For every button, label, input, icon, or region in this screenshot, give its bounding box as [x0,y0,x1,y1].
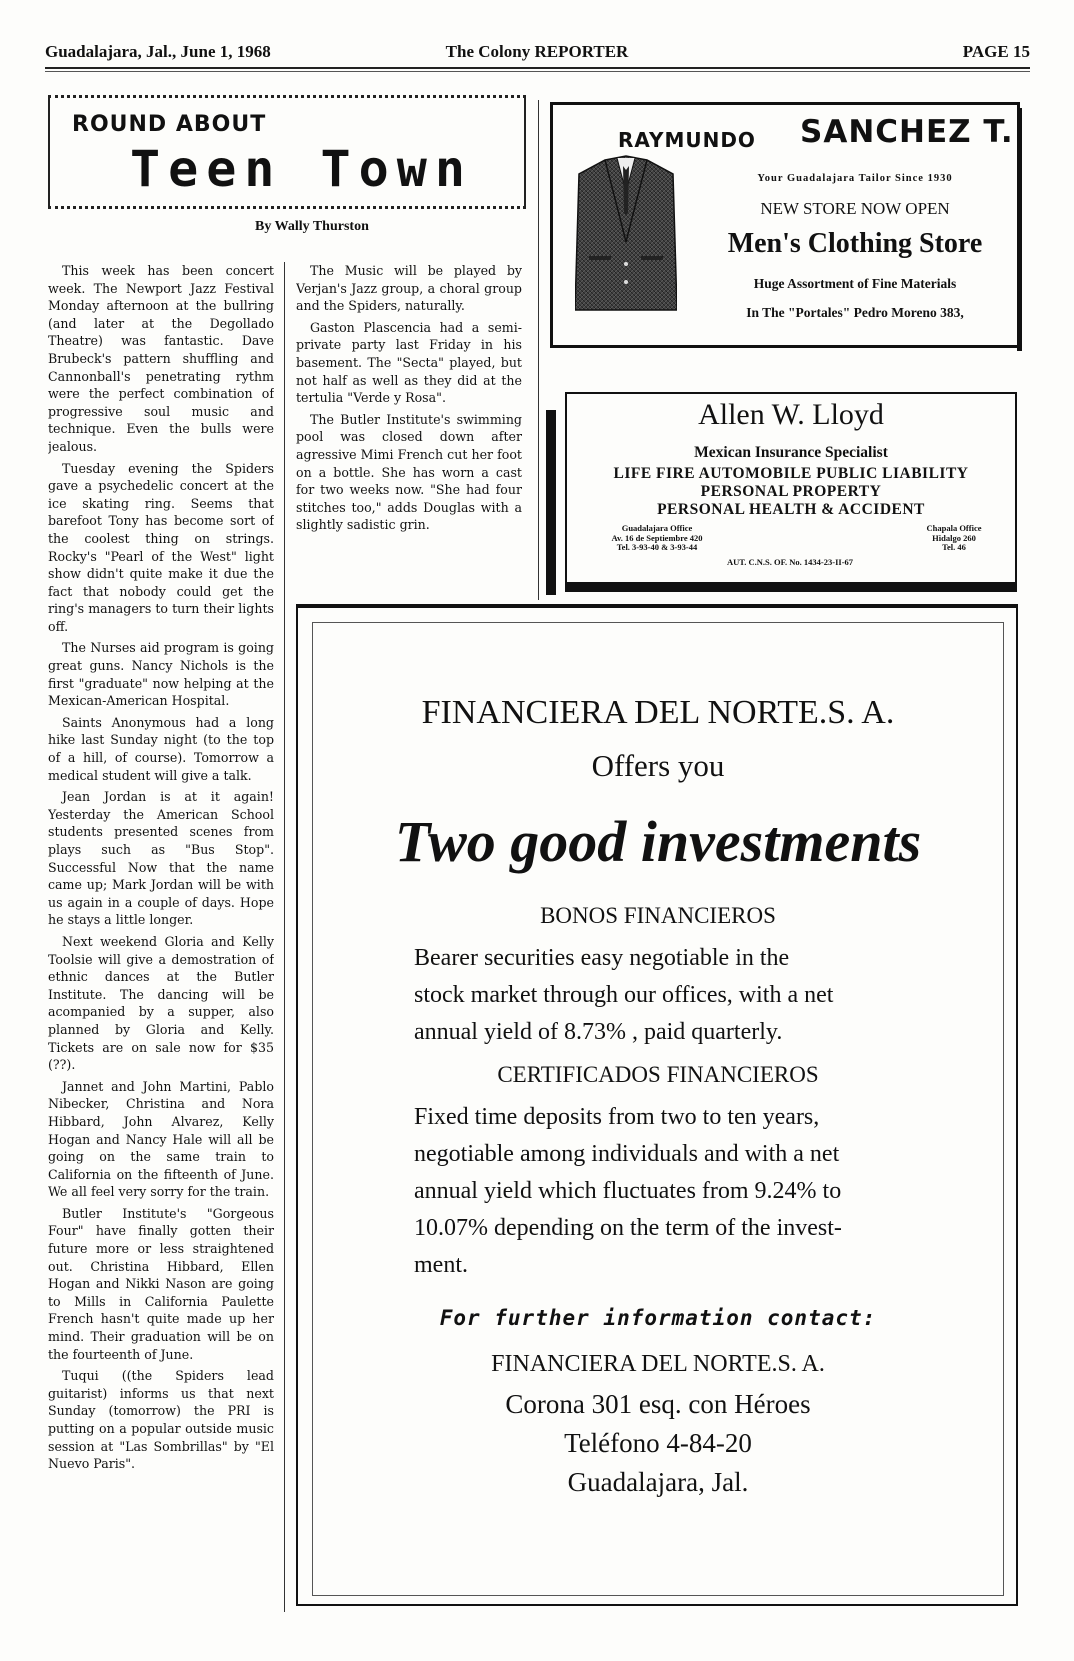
byline: By Wally Thurston [255,219,369,234]
paragraph: Tuesday evening the Spiders gave a psychedelic concert at the ice skating ring. Seems that barefoot Tony has become sort of the coolest thing on strings. Rocky's "Pearl of the West" light show didn't quite make it due the fact that nobody could get the ring's managers to turn their lights off. [48,460,274,634]
ad-financiera-contact-address: Corona 301 esq. con Héroes [505,1389,811,1419]
ad-sanchez-tagline: Your Guadalajara Tailor Since 1930 [757,173,953,184]
paragraph: Gaston Plascencia had a semi-private party last Friday in his basement. The "Secta" played, but not half as well as they did at the tertulia "Verde y Rosa". [296,319,522,406]
ad-sanchez-announce: NEW STORE NOW OPEN [760,199,950,218]
ad-border-accent [565,582,1017,592]
column-title: Teen Town [130,140,473,198]
article-column-2 [296,262,522,597]
ad-sanchez-store: Men's Clothing Store [727,228,983,259]
header-rule [45,67,1030,69]
article-column-1 [48,262,274,1612]
ad-border-accent [546,410,556,595]
ad-sanchez-assortment: Huge Assortment of Fine Materials [753,276,957,291]
ad-sanchez-last-name: SANCHEZ T. [800,114,1014,150]
ad-lloyd-coverage-line-3: PERSONAL HEALTH & ACCIDENT [657,501,925,518]
paragraph: The Music will be played by Verjan's Jazz group, a choral group and the Spiders, naturally. [296,263,522,314]
suit-jacket-illustration [575,152,677,312]
paragraph: Jean Jordan is at it again! Yesterday the American School students presented scenes from plays such as "Bus Stop". Successful Now that the name came up; Mark Jordan will be with us again in a couple of days. Hope he stays a little longer. [48,789,274,928]
paragraph: Tuqui ((the Spiders lead guitarist) informs us that next Sunday (tomorrow) the PRI is putting on a popular outside music session at "Las Sombrillas" by "El Nuevo Paris". [48,1368,274,1472]
paragraph: The Nurses aid program is going great guns. Nancy Nichols is the first "graduate" now helping at the Mexican-American Hospital. [48,640,274,709]
ad-financiera-contact-label: For further information contact: [439,1306,877,1330]
paragraph: This week has been concert week. The Newport Jazz Festival Monday afternoon at the bullring (and later at the Degollado Theatre) was fantastic. Dave Brubeck's pattern shuffling and Cannonball's penetrating rythm were the perfect combination of progressive soul music and technique. Even the bulls were jealous. [48,263,274,454]
column-divider [538,100,539,600]
ad-financiera-headline: Two good investments [394,809,922,874]
paragraph: Next weekend Gloria and Kelly Toolsie will give a demostration of ethnic dances at the Butler Institute. The dancing will be acompanied by a supper, also planned by Gloria and Kelly. Tickets are on sale now for $35 (??). [48,933,274,1073]
paragraph: The Butler Institute's swimming pool was closed down after agressive Mimi French cut her foot on a bottle. She has worn a cast for two weeks now. "She had four stitches too," adds Douglas with a slightly sadistic grin. [296,411,522,533]
paragraph: Jannet and John Martini, Pablo Nibecker, Christina and Nora Hibbard, John Alvarez, Kelly Hogan and Nancy Hale will all be going on the same train to California on the fifteenth of June. We all feel very sorry for the train. [48,1078,274,1200]
ad-financiera-contact-phone: Teléfono 4-84-20 [564,1428,752,1458]
ad-financiera-bonos-title: BONOS FINANCIEROS [540,903,776,928]
ad-financiera-contact-company: FINANCIERA DEL NORTE.S. A. [491,1351,825,1377]
ad-financiera-company: FINANCIERA DEL NORTE.S. A. [421,694,895,731]
ad-financiera-cert-text: Fixed time deposits from two to ten years, negotiable among individuals and with a net annual yield which fluctuates from 9.24% to 10.07% depending on the term of the invest- ment. [414,1104,842,1278]
header-page-number: PAGE 15 [962,42,1030,61]
ad-border-accent [296,604,1018,608]
ad-financiera-contact-city: Guadalajara, Jal. [567,1467,749,1497]
ad-lloyd-coverage-line-2: PERSONAL PROPERTY [700,483,882,500]
ad-sanchez-first-name: RAYMUNDO [618,128,756,152]
ad-lloyd-authorization: AUT. C.N.S. OF. No. 1434-23-II-67 [726,557,854,567]
header-rule-thin [45,71,1030,72]
paragraph: Butler Institute's "Gorgeous Four" have finally gotten their future more or less straightened out. Christina Hibbard, Ellen Hogan and Nikki Nason are going to Mills in California Paulette French hasn't quite made up her mind. Their graduation will be on the fourteenth of June. [48,1205,274,1362]
ad-lloyd-chapala-office: Chapala Office Hidalgo 260 Tel. 46 [926,523,982,552]
column-divider [284,262,285,1612]
ad-lloyd-guadalajara-office: Guadalajara Office Av. 16 de Septiembre 420 Tel. 3-93-40 & 3-93-44 [611,523,703,552]
ad-financiera-bonos-text: Bearer securities easy negotiable in the stock market through our offices, with a net annual yield of 8.73% , paid quarterly. [414,945,834,1045]
ad-lloyd-name: Allen W. Lloyd [698,398,884,431]
header-dateline: Guadalajara, Jal., June 1, 1968 [45,42,271,61]
ad-financiera-cert-title: CERTIFICADOS FINANCIEROS [497,1062,819,1087]
ad-lloyd-coverage-line-1: LIFE FIRE AUTOMOBILE PUBLIC LIABILITY [613,465,969,482]
ad-lloyd-specialty: Mexican Insurance Specialist [694,444,888,461]
paragraph: Saints Anonymous had a long hike last Sunday night (to the top of a hill, of course). Tomorrow a medical student will give a talk. [48,714,274,783]
header-publication: The Colony REPORTER [445,42,629,61]
ad-financiera-offers: Offers you [591,748,725,783]
column-kicker: ROUND ABOUT [72,112,267,137]
ad-sanchez-address: In The "Portales" Pedro Moreno 383, [746,305,964,320]
